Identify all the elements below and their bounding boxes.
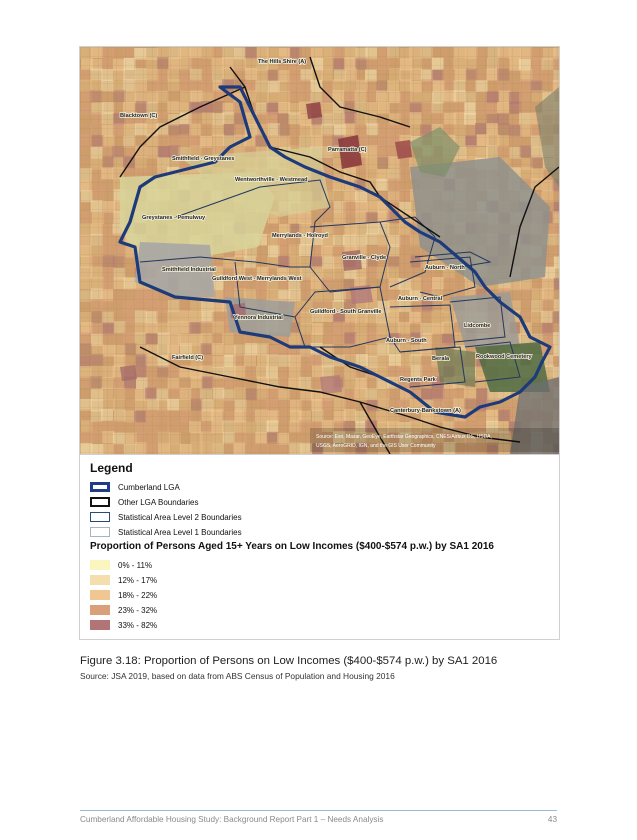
place-label-regents-park: Regents Park [400, 377, 436, 383]
legend-boundary-swatch [90, 512, 110, 522]
legend-class-row [90, 559, 152, 571]
legend-boundary-row [90, 496, 199, 508]
legend-class-label: 12% - 17% [118, 575, 158, 585]
legend-class-row [90, 589, 157, 601]
legend-boundary-row [90, 481, 180, 493]
place-label-auburn-south: Auburn - South [386, 338, 427, 344]
legend-class-swatch [90, 590, 110, 600]
legend-class-row [90, 574, 157, 586]
legend-class-label: 18% - 22% [118, 590, 158, 600]
legend-boundary-label: Statistical Area Level 1 Boundaries [118, 527, 242, 537]
legend-boundary-label: Statistical Area Level 2 Boundaries [118, 512, 242, 522]
place-label-guildford-west: Guildford West - Merrylands West [212, 276, 302, 282]
legend-class-row [90, 619, 157, 631]
place-label-auburn-central: Auburn - Central [398, 296, 443, 302]
map-canvas [80, 47, 559, 454]
legend-class-label: 0% - 11% [118, 560, 153, 570]
map-legend [80, 454, 559, 640]
place-label-lidcombe: Lidcombe [464, 323, 491, 329]
page-number: 43 [547, 815, 557, 824]
place-label-wentworthville-westmead: Wentworthville - Westmead [235, 177, 308, 183]
legend-subtitle: Proportion of Persons Aged 15+ Years on Low Incomes ($400-$574 p.w.) by SA1 2016 [90, 541, 494, 552]
place-label-merrylands-holroyd: Merrylands - Holroyd [272, 233, 328, 239]
map-svg [80, 47, 559, 454]
legend-boundary-swatch [90, 527, 110, 537]
legend-class-label: 33% - 82% [118, 620, 158, 630]
legend-title: Legend [90, 461, 133, 475]
legend-class-swatch [90, 575, 110, 585]
place-label-greystanes-pemulwuy: Greystanes - Pemulwuy [142, 215, 206, 221]
legend-class-swatch [90, 620, 110, 630]
legend-boundary-swatch [90, 482, 110, 492]
legend-class-swatch [90, 605, 110, 615]
legend-boundary-label: Other LGA Boundaries [118, 497, 199, 507]
place-label-fairfield: Fairfield (C) [172, 355, 204, 361]
legend-boundary-swatch [90, 497, 110, 507]
place-label-smithfield-greystanes-hill: Smithfield - Greystanes [172, 156, 235, 162]
place-label-granville-clyde: Granville - Clyde [342, 255, 387, 261]
map-attribution-line2: USGS, AeroGRID, IGN, and the GIS User Community [316, 443, 436, 449]
map-attribution-line1: Source: Esri, Maxar, GeoEye, Earthstar Geographics, CNES/Airbus DS, USDA, [316, 434, 492, 440]
legend-class-label: 23% - 32% [118, 605, 158, 615]
place-label-auburn-north: Auburn - North [425, 265, 465, 271]
legend-boundary-label: Cumberland LGA [118, 482, 180, 492]
place-label-berala: Berala [432, 356, 450, 362]
place-label-yennora-industrial: Yennora Industrial [234, 315, 283, 321]
place-label-parramatta: Parramatta (C) [328, 147, 367, 153]
place-label-rookwood-cemetery: Rookwood Cemetery [476, 354, 532, 360]
figure-caption: Figure 3.18: Proportion of Persons on Low Incomes ($400-$574 p.w.) by SA1 2016 [80, 655, 498, 667]
place-label-the-hills-shire: The Hills Shire (A) [258, 59, 307, 65]
place-label-guildford-south-granville: Guildford - South Granville [310, 309, 382, 315]
legend-boundary-row [90, 511, 242, 523]
legend-class-row [90, 604, 157, 616]
legend-boundary-row [90, 526, 242, 538]
map-figure [79, 46, 560, 640]
figure-source: Source: JSA 2019, based on data from ABS Census of Population and Housing 2016 [80, 671, 395, 681]
place-label-blacktown: Blacktown (C) [120, 113, 158, 119]
footer-divider [80, 810, 557, 811]
place-label-canterbury-bankstown: Canterbury-Bankstown (A) [390, 408, 461, 414]
footer-text: Cumberland Affordable Housing Study: Background Report Part 1 – Needs Analysis [80, 815, 384, 824]
place-label-smithfield-industrial: Smithfield Industrial [162, 267, 216, 273]
legend-class-swatch [90, 560, 110, 570]
